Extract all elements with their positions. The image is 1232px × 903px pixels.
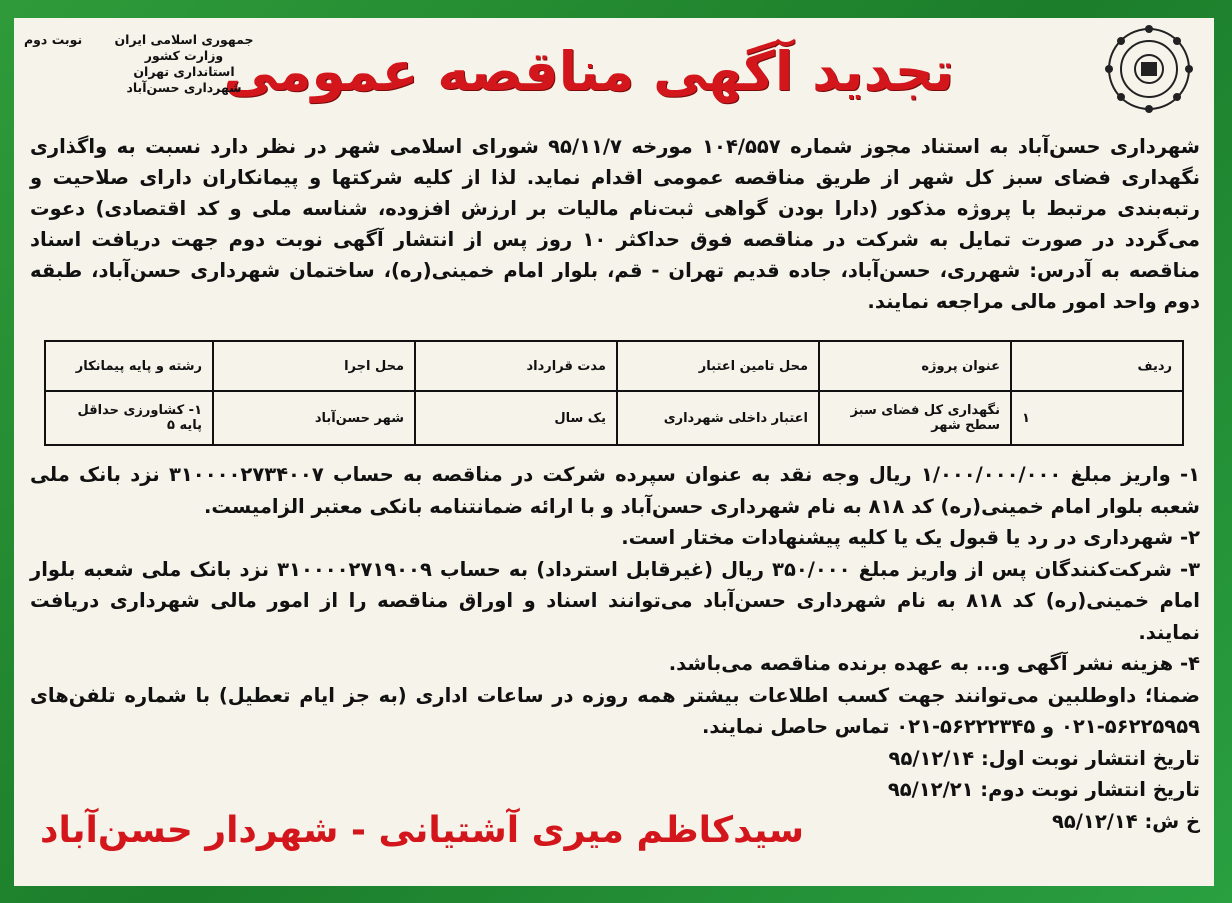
- issuer-line: وزارت کشور: [144, 48, 224, 63]
- table-header-row: [45, 341, 1183, 391]
- table-cell: اعتبار داخلی شهرداری: [617, 391, 819, 445]
- term-item: ۱- واریز مبلغ ۱/۰۰۰/۰۰۰/۰۰۰ ریال وجه نقد به عنوان سپرده شرکت در مناقصه به حساب ۳۱۰۰۰۰۲۷۳۴۰۰۷ نزد بانک ملی شعبه بلوار امام خمینی(ره) کد ۸۱۸ به نام شهرداری حسن‌آباد و با ارائه ضمانتنامه بانکی معتبر الزامیست.: [30, 463, 1200, 518]
- issuer-block: [109, 32, 259, 96]
- notice-header: [14, 18, 1214, 138]
- municipality-emblem-icon: [1104, 24, 1194, 114]
- round-tag: نوبت دوم: [24, 32, 83, 47]
- table-cell: ۱- کشاورزی حداقل پایه ۵: [45, 391, 213, 445]
- table-cell: ۱: [1011, 391, 1183, 445]
- term-item: ۴- هزینه نشر آگهی و... به عهده برنده مناقصه می‌باشد.: [668, 652, 1200, 675]
- notice-title: تجدید آگهی مناقصه عمومی: [223, 40, 954, 103]
- table-header-cell: عنوان پروژه: [819, 341, 1011, 391]
- table-cell: شهر حسن‌آباد: [213, 391, 415, 445]
- first-publish-date: تاریخ انتشار نوبت اول: ۹۵/۱۲/۱۴: [888, 746, 1200, 770]
- issuer-line: جمهوری اسلامی ایران: [114, 32, 254, 47]
- table-header-cell: ردیف: [1011, 341, 1183, 391]
- second-publish-date: تاریخ انتشار نوبت دوم: ۹۵/۱۲/۲۱: [887, 778, 1200, 801]
- signature: سیدکاظم میری آشتیانی - شهردار حسن‌آباد: [40, 810, 804, 851]
- table-header-cell: محل اجرا: [213, 341, 415, 391]
- table-header-cell: محل تامین اعتبار: [617, 341, 819, 391]
- reference-date: خ ش: ۹۵/۱۲/۱۴: [1052, 809, 1200, 833]
- issuer-line: شهرداری حسن‌آباد: [126, 80, 242, 95]
- issuer-line: استانداری تهران: [133, 64, 235, 79]
- table-cell: یک سال: [415, 391, 617, 445]
- terms-list: [30, 459, 1200, 837]
- term-item: ۲- شهرداری در رد یا قبول یک یا کلیه پیشنهادات مختار است.: [621, 526, 1200, 549]
- notice-paper: [14, 18, 1214, 886]
- table-row: [45, 391, 1183, 445]
- contact-note: ضمنا؛ داوطلبین می‌توانند جهت کسب اطلاعات بیشتر همه روزه در ساعات اداری (به جز ایام تعطیل) با شماره تلفن‌های ۵۶۲۲۵۹۵۹-۰۲۱ و ۵۶۲۲۲۳۴۵-۰۲۱ تماس حاصل نمایند.: [30, 683, 1200, 738]
- table-cell: نگهداری کل فضای سبز سطح شهر: [819, 391, 1011, 445]
- intro-paragraph: شهرداری حسن‌آباد به استناد مجوز شماره ۱۰۴/۵۵۷ مورخه ۹۵/۱۱/۷ شورای اسلامی شهر در نظر دارد نسبت به واگذاری نگهداری فضای سبز کل شهر از طریق مناقصه عمومی اقدام نماید. لذا از کلیه شرکتها و پیمانکاران دارای صلاحیت و رتبه‌بندی مرتبط با پروژه مذکور (دارا بودن گواهی ثبت‌نام مالیات بر ارزش افزوده، شناسه ملی و کد اقتصادی) دعوت می‌گردد در صورت تمایل به شرکت در مناقصه فوق حداکثر ۱۰ روز پس از انتشار آگهی نوبت دوم جهت دریافت اسناد مناقصه به آدرس: شهرری، حسن‌آباد، جاده قدیم تهران - قم، بلوار امام خمینی(ره)، ساختمان شهرداری حسن‌آباد، طبقه دوم واحد امور مالی مراجعه نمایند.: [30, 135, 1200, 313]
- tender-table: [44, 340, 1184, 446]
- term-item: ۳- شرکت‌کنندگان پس از واریز مبلغ ۳۵۰/۰۰۰ ریال (غیرقابل استرداد) به حساب ۳۱۰۰۰۰۲۷۱۹۰۰۹ نزد بانک ملی شعبه بلوار امام خمینی(ره) کد ۸۱۸ به نام شهرداری حسن‌آباد می‌توانند اسناد و اوراق مناقصه را از امور مالی شهرداری دریافت نمایند.: [30, 557, 1201, 644]
- table-header-cell: مدت قرارداد: [415, 341, 617, 391]
- table-header-cell: رشته و پایه پیمانکار: [45, 341, 213, 391]
